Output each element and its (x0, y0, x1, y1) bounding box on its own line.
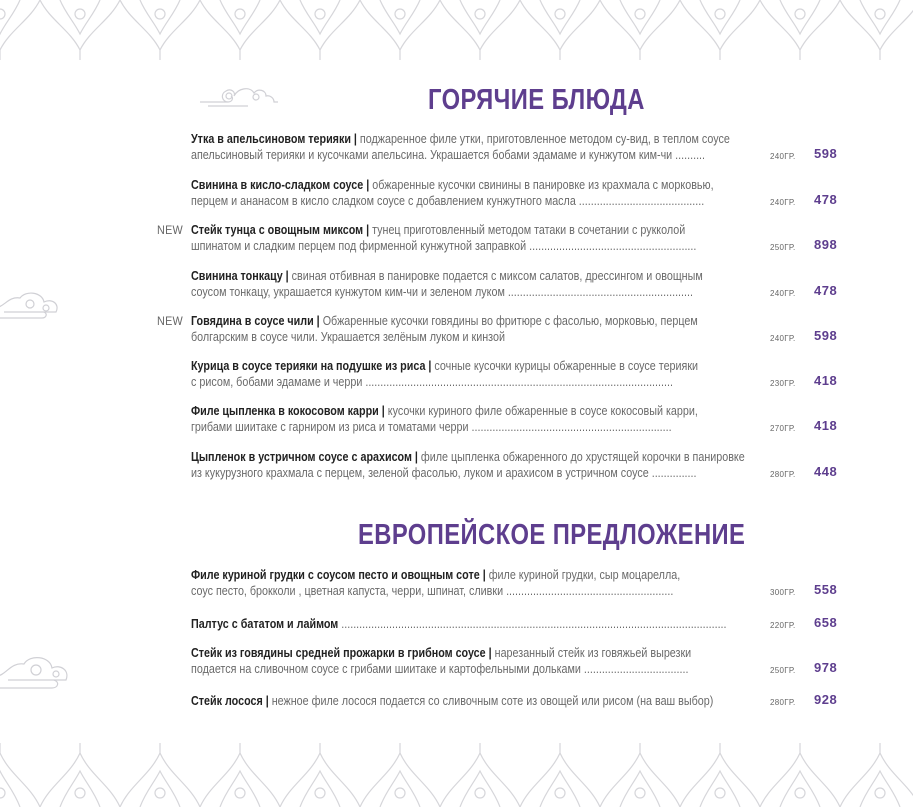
menu-item-line-2: с рисом, бобами эдамаме и черри ....................................................................................................... (191, 375, 673, 389)
menu-item-line-1 (191, 358, 759, 374)
menu-item-weight: 270ГР. (770, 424, 796, 433)
menu-item-name: Говядина в соусе чили (191, 314, 314, 328)
menu-item-price: 478 (814, 283, 838, 298)
menu-item-line-2: подается на сливочном соусе с грибами шиитаке и картофельными дольками ................................... (191, 662, 689, 676)
bottom-ornament-pattern (0, 735, 913, 807)
menu-item-weight: 280ГР. (770, 698, 796, 707)
menu-item-line-1 (191, 567, 759, 583)
menu-item-price: 418 (814, 418, 838, 433)
menu-item-name: Филе куриной грудки с соусом песто и овощным соте (191, 568, 480, 582)
menu-item-price: 658 (814, 615, 838, 630)
menu-item-description: сочные кусочки курицы обжаренные в соусе терияки (434, 359, 699, 373)
menu-item-text (191, 567, 841, 599)
menu-item-line-2: перцем и ананасом в кисло сладком соусе с добавлением кунжутного масла .......................................... (191, 194, 705, 208)
menu-item-line-2: апельсиновый терияки и кусочками апельсина. Украшается бобами эдамаме и кунжутом ким-чи .......... (191, 148, 706, 162)
menu-item-line-1 (191, 645, 759, 661)
cloud-ornament-left-title (198, 80, 280, 113)
menu-item-weight: 280ГР. (770, 470, 796, 479)
menu-item-text (191, 313, 841, 345)
menu-item-line-2: болгарским в соусе чили. Украшается зелёным луком и кинзой (191, 330, 505, 344)
menu-item-line-1 (191, 693, 759, 709)
top-ornament-pattern (0, 0, 913, 62)
cloud-ornament-left-bottom (0, 652, 76, 701)
menu-item-separator: | (262, 694, 272, 708)
menu-item-description: нежное филе лосося подается со сливочным соте из овощей или рисом (на ваш выбор) (271, 694, 714, 708)
menu-item-weight: 220ГР. (770, 621, 796, 630)
menu-item-weight: 240ГР. (770, 334, 796, 343)
section-title-hot-dishes: ГОРЯЧИЕ БЛЮДА (428, 84, 645, 116)
menu-item-line-1 (191, 177, 759, 193)
menu-item-weight: 240ГР. (770, 152, 796, 161)
menu-item-text (191, 693, 841, 709)
menu-item-separator: | (363, 223, 373, 237)
new-badge: NEW (157, 223, 184, 237)
menu-item-line-2: соус песто, брокколи , цветная капуста, черри, шпинат, сливки ........................................................ (191, 584, 674, 598)
menu-item-name: Стейк из говядины средней прожарки в грибном соусе (191, 646, 486, 660)
menu-item-description: свиная отбивная в панировке подается с миксом салатов, дрессингом и овощным (291, 269, 703, 283)
menu-item-text (191, 177, 841, 209)
menu-item-description: ................................................................................................................................. (338, 617, 727, 631)
menu-item-line-1 (191, 268, 759, 284)
menu-item-price: 558 (814, 582, 838, 597)
section-title-european: ЕВРОПЕЙСКОЕ ПРЕДЛОЖЕНИЕ (358, 519, 746, 551)
menu-item-price: 448 (814, 464, 838, 479)
menu-item-price: 418 (814, 373, 838, 388)
menu-item-separator: | (479, 568, 489, 582)
menu-item-name: Свинина в кисло-сладком соусе (191, 178, 364, 192)
menu-item-line-1 (191, 403, 759, 419)
menu-item-separator: | (350, 132, 360, 146)
menu-item-price: 598 (814, 146, 838, 161)
menu-item-description: кусочки куриного филе обжаренные в соусе кокосовый карри, (387, 404, 698, 418)
menu-item-line-1 (191, 449, 759, 465)
menu-item-line-1 (191, 616, 759, 632)
new-badge: NEW (157, 314, 184, 328)
menu-item-text (191, 403, 841, 435)
menu-item-description: нарезанный стейк из говяжьей вырезки (494, 646, 692, 660)
menu-item-line-2: соусом тонкацу, украшается кунжутом ким-чи и зеленом луком .............................................................. (191, 285, 693, 299)
menu-item-line-1 (191, 131, 759, 147)
menu-item-name: Палтус с бататом и лаймом (191, 617, 339, 631)
menu-item-price: 978 (814, 660, 838, 675)
menu-item-line-2: шпинатом и сладким перцем под фирменной кунжутной заправкой ........................................................ (191, 239, 697, 253)
menu-item-description: Обжаренные кусочки говядины во фритюре с фасолью, морковью, перцем (322, 314, 698, 328)
cloud-ornament-left-middle (0, 288, 64, 331)
menu-item-price: 598 (814, 328, 838, 343)
menu-item-description: обжаренные кусочки свинины в панировке из крахмала с морковью, (372, 178, 714, 192)
menu-item-description: поджаренное филе утки, приготовленное методом су-вид, в теплом соусе (359, 132, 730, 146)
menu-item-separator: | (282, 269, 292, 283)
menu-item-weight: 230ГР. (770, 379, 796, 388)
menu-item-price: 898 (814, 237, 838, 252)
menu-item-separator: | (363, 178, 373, 192)
menu-item-name: Свинина тонкацу (191, 269, 283, 283)
menu-item-separator: | (485, 646, 495, 660)
menu-item-line-1 (191, 222, 759, 238)
menu-item-name: Стейк лосося (191, 694, 263, 708)
menu-item-text (191, 645, 841, 677)
menu-item-text (191, 131, 841, 163)
menu-item-text (191, 268, 841, 300)
menu-item-line-2: из кукурузного крахмала с перцем, зеленой фасолью, луком и арахисом в устричном соусе ............... (191, 466, 697, 480)
menu-item-text (191, 358, 841, 390)
menu-item-weight: 240ГР. (770, 198, 796, 207)
menu-item-description: филе цыпленка обжаренного до хрустящей корочки в панировке (420, 450, 745, 464)
menu-item-name: Стейк тунца с овощным миксом (191, 223, 364, 237)
menu-item-line-2: грибами шиитаке с гарниром из риса и томатами черри ................................................................... (191, 420, 672, 434)
menu-item-name: Курица в соусе терияки на подушке из риса (191, 359, 426, 373)
menu-item-description: филе куриной грудки, сыр моцарелла, (488, 568, 681, 582)
menu-item-weight: 250ГР. (770, 666, 796, 675)
menu-item-price: 928 (814, 692, 838, 707)
menu-item-separator: | (425, 359, 435, 373)
menu-item-name: Филе цыпленка в кокосовом карри (191, 404, 379, 418)
menu-item-name: Цыпленок в устричном соусе с арахисом (191, 450, 412, 464)
menu-item-weight: 240ГР. (770, 289, 796, 298)
menu-item-weight: 250ГР. (770, 243, 796, 252)
menu-item-weight: 300ГР. (770, 588, 796, 597)
menu-item-line-1 (191, 313, 759, 329)
menu-item-description: тунец приготовленный методом татаки в сочетании с рукколой (372, 223, 686, 237)
menu-item-separator: | (378, 404, 388, 418)
menu-item-text (191, 449, 841, 481)
menu-item-separator: | (411, 450, 421, 464)
menu-item-text (191, 222, 841, 254)
menu-item-name: Утка в апельсиновом терияки (191, 132, 351, 146)
menu-item-price: 478 (814, 192, 838, 207)
menu-item-text (191, 616, 841, 632)
menu-item-separator: | (313, 314, 323, 328)
